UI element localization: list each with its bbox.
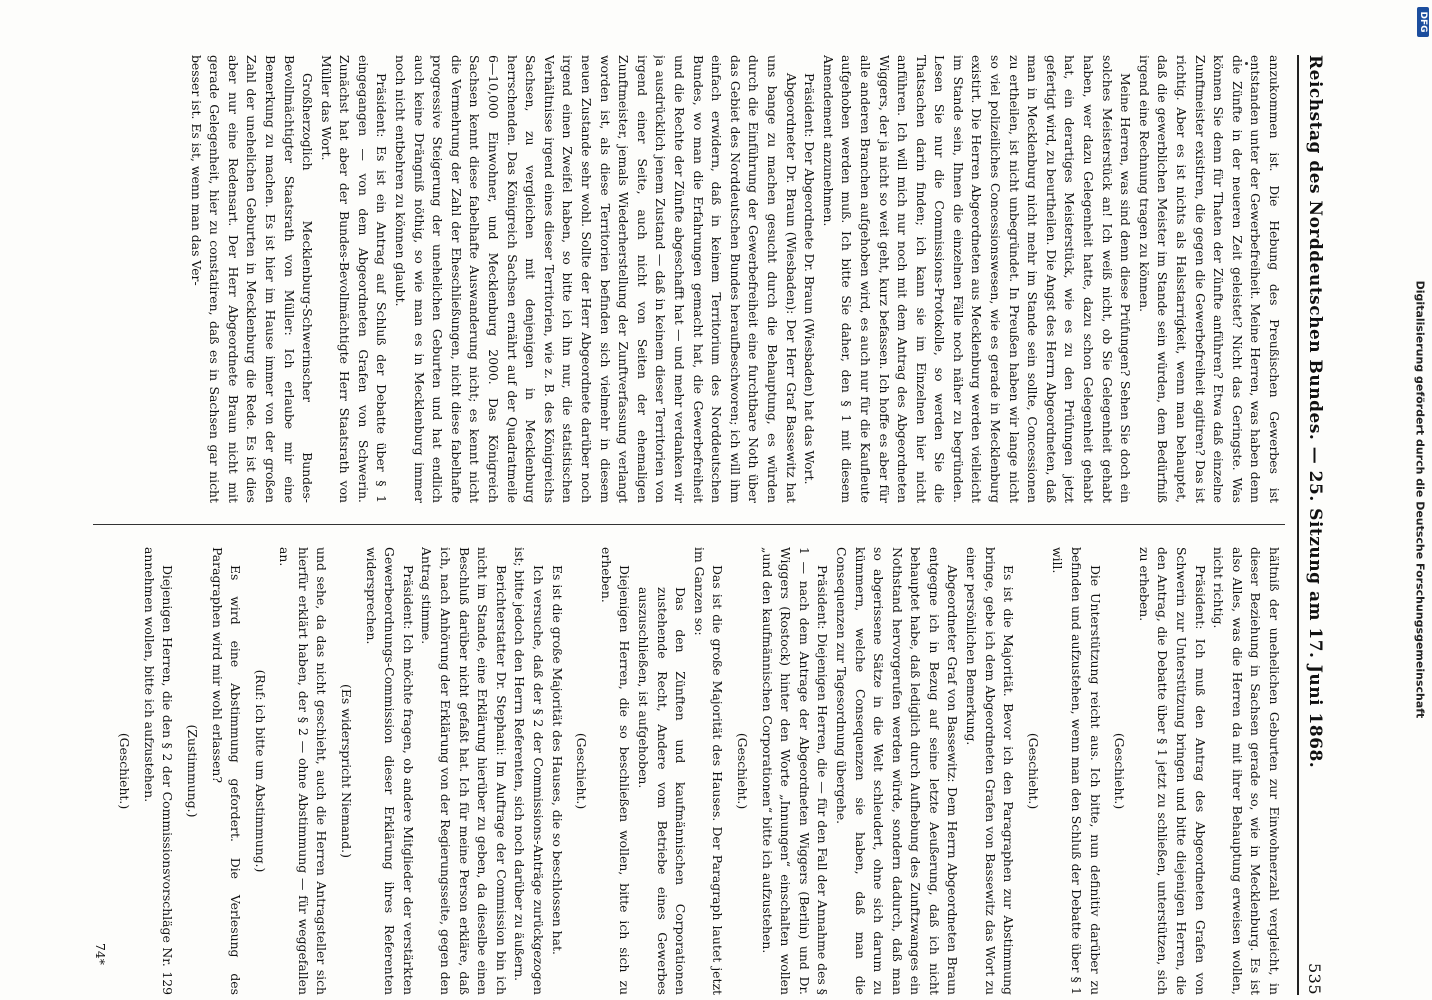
rotated-document-page (75, 55, 1345, 995)
speaker-paragraph: Abgeordneter Dr. Braun (Wiesbaden): Der Herr Graf Bassewitz hat uns bange zu machen gesucht durch die Behauptung, es würden durch die Einführung der Gewerbefreiheit eine furchtbare Noth über das Gebiet des Norddeutschen Bundes heraufbeschworen; ich will ihm einfach erwidern, daß in keinem Territorium des Norddeutschen Bundes, wo man die Erfahrungen gemacht hat, die Gewerbefreiheit und die Rechte der Zünfte abgeschafft hat — und mehr verdanken wir ja ausdrücklich jenem Zustand — daß in keinem dieser Territorien von irgend einer Seite, auch nicht von Seiten der ehemaligen Zunftmeister, jemals Wiederherstellung der Zunftverfassung verlangt worden ist, als diese Territorien befinden sich vielmehr in diesem neuen Zustande sehr wohl. Sollte der Herr Abgeordnete darüber noch irgend einen Zweifel haben, so bitte ich ihn nur, die statistischen Verhältnisse irgend eines dieser Territorien, wie z. B. des Königreichs Sachsen, zu vergleichen mit denjenigen in Mecklenburg herrschenden. Das Königreich Sachsen ernährt auf der Quadratmeile 6—10,000 Einwohner, und Mecklenburg 2000. Das Königreich Sachsen kennt diese fabelhafte Auswanderung nicht; es kennt nicht die Vermehrung der Zahl der Eheschließungen, nicht diese fabelhafte progressive Steigerung der unehelichen Geburten und hat endlich auch keine Drängniß nöthig, so wie man es in Mecklenburg immer noch nicht entbehren zu können glaubt. (393, 55, 799, 503)
stage-direction: (Es widerspricht Niemand.) (339, 684, 355, 858)
page-header (1305, 55, 1345, 995)
funding-note: Digitalisierung gefördert durch die Deutsche Forschungsgemeinschaft (1413, 280, 1427, 719)
paragraph: hältniß der unehelichen Geburten zur Einwohnerzahl vergleicht, in dieser Beziehung in Sachsen gerade so, wie in Mecklenburg. Es ist also Alles, was die Herren da mit ihrer Behauptung erweisen wollen, nicht richtig. (1211, 547, 1282, 995)
paragraph: Es ist die große Majorität des Hauses, die so beschlossen hat. (549, 565, 565, 955)
stage-direction: (Geschieht.) (1025, 732, 1041, 810)
dfg-logo-text: DFG (1418, 11, 1428, 33)
paragraph: anzukommen ist. Die Hebung des Preußischen Gewerbes ist entstanden unter der Gewerbefreiheit. Meine Herren, was haben denn die Zünfte in der neueren Zeit geleistet? Nicht das Geringste. Was können Sie denn für Thaten der Zünfte anführen? Etwa daß einzelne Zunftmeister existiren, die gegen die Gewerbefreiheit agitiren? Das ist richtig. Aber es ist nichts als Halsstarrigkeit, wenn man behauptet, daß die gewerblichen Meister im Stande sein würden, dem Bedürfniß irgend eine Rechnung tragen zu können. (1136, 55, 1282, 503)
stage-direction: (Zustimmung.) (184, 724, 200, 818)
paragraph: Meine Herren, was sind denn diese Prüfungen? Sehen Sie doch ein solches Meisterstück an! Ich weiß nicht, ob Sie Gelegenheit gehabt haben, wer dazu Gelegenheit hatte, dazu schon Gelegenheit gehabt hat, ein derartiges Meisterstück, wie es zu den Prüfungen jetzt gefertigt wird, zu beurtheilen. Die Angst des Herrn Abgeordneten, daß man in Mecklenburg nicht mehr im Stande sein sollte, Concessionen zu ertheilen, ist nicht unbegründet. In Preußen haben wir lange nicht so viel polizeiliches Concessionswesen, wie es gerade in Mecklenburg existirt. Die Herren Abgeordneten aus Mecklenburg werden vielleicht im Stande sein, Ihnen die einzelnen Fälle noch näher zu begründen. Lesen Sie nur die Commissions-Protokolle, so werden Sie die Thatsachen darin finden; ich kann sie im Einzelnen hier nicht anführen. Ich will mich nur noch mit dem Antrag des Abgeordneten Wiggers, der ja nicht so weit geht, kurz befassen. Ich hoffe es aber für alle anderen Branchen aufgehoben wird, es auch nur für die Kaufleute aufgehoben werden muß. Ich bitte Sie daher, den § 1 mit diesem Amendement anzunehmen. (820, 55, 1134, 503)
quoted-paragraph: Das den Zünften und kaufmännischen Corporationen zustehende Recht, Andere vom Betriebe eines Gewerbes auszuschließen, ist aufgehoben. (636, 587, 689, 995)
stage-direction: (Geschieht.) (1112, 732, 1128, 810)
scan-speck (1245, 62, 1248, 65)
stage-direction: (Geschieht.) (117, 732, 133, 810)
paragraph: Diejenigen Herren, die den § 2 der Commissionsvorschläge Nr. 129 annehmen wollen, bitte ich aufzustehen. (141, 547, 176, 995)
paragraph: Die Unterstützung reicht aus. Ich bitte, nun definitiv darüber zu befinden und aufzustehen, wenn man den Schluß der Debatte über § 1 will. (1050, 547, 1103, 995)
running-title: Reichstag des Norddeutschen Bundes. — 25. Sitzung am 17. Juni 1868. (1305, 55, 1325, 769)
signature-mark: 74* (93, 943, 108, 965)
speaker-paragraph: Berichterstatter Dr. Stephani: Im Auftrage der Commission bin ich nicht im Stande, eine Erklärung hierüber zu geben, da dieselbe einen Beschluß darüber nicht gefaßt hat. Ich für meine Person erkläre, daß ich, nach Anhörung der Erklärung von der Regierungsseite, gegen den Antrag stimme. (419, 547, 509, 995)
speaker-paragraph: Präsident: Diejenigen Herren, die — für den Fall der Annahme des § 1 — nach dem Antrage der Abgeordneten Wiggers (Berlin) und Dr. Wiggers (Rostock) hinter den Worte „Innungen“ einschalten wollen „und den kaufmännischen Corporationen“ bitte ich aufzustehen. (759, 547, 831, 995)
speaker-paragraph: Großherzoglich Mecklenburg-Schwerinscher Bundes-Bevollmächtigter Staatsrath von Müller: Ich erlaube mir eine Bemerkung zu machen. Es ist hier im Hause immer von der großen Zahl der unehelichen Geburten in Mecklenburg die Rede. Es ist dies aber nur eine Redensart. Der Herr Abgeordnete Braun nicht mit gerade Gelegenheit, hier zu constatiren, daß es in Sachsen gar nicht besser ist. Es ist, wenn man das Ver- (188, 55, 316, 503)
speaker-paragraph: Präsident: Ich möchte fragen, ob andere Mitglieder der verstärkten Gewerbeordnungs-Commission dieser Erklärung ihres Referenten widersprechen. (363, 547, 416, 995)
stage-direction: (Geschieht.) (574, 732, 590, 810)
column-divider (93, 524, 1285, 525)
paragraph: Es ist die Majorität. Bevor ich den Paragraphen zur Abstimmung bringe, gebe ich dem Abgeordneten Grafen von Bassewitz das Wort zu einer persönlichen Bemerkung. (964, 547, 1017, 995)
dfg-logo (1417, 7, 1429, 37)
paragraph: Ich versuche, daß der § 2 der Commissions-Anträge zurückgezogen ist; bitte jedoch den Herrn Referenten, sich noch darüber zu äußern. (512, 547, 547, 995)
left-column (93, 55, 1283, 503)
speaker-paragraph: Präsident: Der Abgeordnete Dr. Braun (Wiesbaden) hat das Wort. (802, 73, 818, 485)
speaker-paragraph: Präsident: Ich muß den Antrag des Abgeordneten Grafen von Schwerin zur Unterstützung bringen und bitte diejenigen Herren, die den Antrag, die Debatte über § 1 jetzt zu schließen, unterstützen, sich zu erheben. (1136, 547, 1208, 995)
stage-direction: (Ruf: ich bitte um Abstimmung.) (252, 669, 268, 873)
right-column (93, 547, 1283, 995)
stage-direction: (Geschieht.) (734, 732, 750, 810)
header-rule (1297, 55, 1299, 995)
paragraph: Diejenigen Herren, die so beschließen wollen, bitte ich sich zu erheben. (598, 547, 633, 995)
speaker-paragraph: Abgeordneter Graf von Bassewitz: Dem Herrn Abgeordneten Braun entgegne ich in Bezug auf seine letzte Aeußerung, daß ich nicht behauptet habe, daß lediglich durch Aufhebung des Zunftzwanges ein Nothstand hervorgerufen werden würde, sondern dadurch, daß man so abgerissene Sätze in die Welt schleudert, ohne sich darum zu kümmern, welche Consequenzen sie haben, daß man die Consequenzen zur Tagesordnung übergehe. (833, 547, 961, 995)
paragraph: Es wird eine Abstimmung gefordert. Die Verlesung des Paragraphen wird mir wohl erlassen? (209, 547, 244, 995)
page-number: 535 (1305, 962, 1324, 995)
paragraph: und sehe, da das nicht geschieht, auch die Herren Antragsteller sich hierfür erklärt haben, der § 2 — ohne Abstimmung — für weggefallen an. (277, 547, 330, 995)
paragraph: Das ist die große Majorität des Hauses. Der Paragraph lautet jetzt im Ganzen so: (691, 547, 726, 995)
speaker-paragraph: Präsident: Es ist ein Antrag auf Schluß der Debatte über § 1 eingegangen — von dem Abgeordneten Grafen von Schwerin. Zunächst hat aber der Bundes-Bevollmächtigte Herr Staatsrath von Müller das Wort. (318, 55, 390, 503)
